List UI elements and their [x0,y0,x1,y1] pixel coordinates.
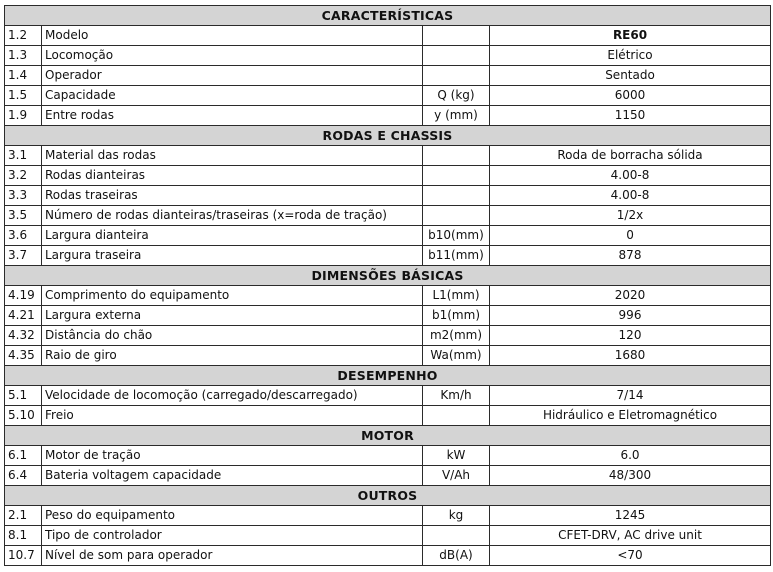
spec-row [5,206,771,226]
spec-description: Freio [42,406,423,426]
spec-value: Sentado [490,66,771,86]
spec-description: Operador [42,66,423,86]
spec-value: Elétrico [490,46,771,66]
spec-row [5,86,771,106]
spec-number: 10.7 [5,546,42,566]
spec-unit: b10(mm) [423,226,490,246]
section-header-row [5,366,771,386]
spec-number: 6.1 [5,446,42,466]
spec-unit: kg [423,506,490,526]
spec-value: 1680 [490,346,771,366]
spec-number: 1.2 [5,26,42,46]
spec-value: 996 [490,306,771,326]
spec-number: 4.19 [5,286,42,306]
spec-row [5,66,771,86]
section-header-row [5,486,771,506]
section-header-row [5,266,771,286]
spec-unit: V/Ah [423,466,490,486]
spec-value: 6.0 [490,446,771,466]
spec-value: CFET-DRV, AC drive unit [490,526,771,546]
spec-number: 3.1 [5,146,42,166]
section-title: CARACTERÍSTICAS [5,6,771,26]
spec-row [5,146,771,166]
spec-description: Material das rodas [42,146,423,166]
spec-value: 4.00-8 [490,166,771,186]
spec-description: Velocidade de locomoção (carregado/descarregado) [42,386,423,406]
spec-number: 8.1 [5,526,42,546]
spec-row [5,306,771,326]
spec-unit: L1(mm) [423,286,490,306]
spec-number: 3.3 [5,186,42,206]
spec-unit: Wa(mm) [423,346,490,366]
spec-row [5,246,771,266]
spec-unit: kW [423,446,490,466]
spec-value: 6000 [490,86,771,106]
spec-unit [423,526,490,546]
spec-number: 3.6 [5,226,42,246]
spec-number: 4.21 [5,306,42,326]
spec-row [5,406,771,426]
spec-value: 120 [490,326,771,346]
spec-description: Distância do chão [42,326,423,346]
section-title: DIMENSÕES BÁSICAS [5,266,771,286]
spec-number: 4.32 [5,326,42,346]
spec-unit [423,186,490,206]
spec-description: Largura dianteira [42,226,423,246]
spec-unit [423,206,490,226]
spec-row [5,386,771,406]
spec-description: Raio de giro [42,346,423,366]
section-title: OUTROS [5,486,771,506]
spec-row [5,326,771,346]
spec-description: Número de rodas dianteiras/traseiras (x=roda de tração) [42,206,423,226]
spec-number: 1.4 [5,66,42,86]
spec-number: 1.3 [5,46,42,66]
spec-unit: b1(mm) [423,306,490,326]
spec-unit [423,26,490,46]
spec-description: Comprimento do equipamento [42,286,423,306]
spec-description: Peso do equipamento [42,506,423,526]
spec-number: 3.7 [5,246,42,266]
spec-value: 2020 [490,286,771,306]
section-title: RODAS E CHASSIS [5,126,771,146]
spec-value: 1150 [490,106,771,126]
spec-number: 6.4 [5,466,42,486]
spec-unit: m2(mm) [423,326,490,346]
spec-unit: y (mm) [423,106,490,126]
spec-value: 4.00-8 [490,186,771,206]
spec-description: Locomoção [42,46,423,66]
spec-value: 1245 [490,506,771,526]
section-title: DESEMPENHO [5,366,771,386]
spec-unit: Km/h [423,386,490,406]
specifications-table-body [5,6,771,566]
spec-row [5,166,771,186]
spec-value: 7/14 [490,386,771,406]
spec-unit [423,46,490,66]
spec-description: Entre rodas [42,106,423,126]
spec-row [5,106,771,126]
spec-value: 878 [490,246,771,266]
spec-description: Nível de som para operador [42,546,423,566]
spec-unit: dB(A) [423,546,490,566]
spec-value: <70 [490,546,771,566]
spec-row [5,26,771,46]
spec-description: Motor de tração [42,446,423,466]
spec-row [5,346,771,366]
spec-row [5,466,771,486]
spec-unit [423,166,490,186]
spec-unit [423,146,490,166]
spec-description: Largura externa [42,306,423,326]
spec-number: 1.5 [5,86,42,106]
spec-description: Tipo de controlador [42,526,423,546]
section-title: MOTOR [5,426,771,446]
spec-row [5,226,771,246]
spec-number: 5.1 [5,386,42,406]
spec-unit: Q (kg) [423,86,490,106]
spec-row [5,446,771,466]
spec-unit [423,406,490,426]
spec-unit [423,66,490,86]
spec-row [5,546,771,566]
spec-description: Modelo [42,26,423,46]
spec-number: 1.9 [5,106,42,126]
section-header-row [5,126,771,146]
spec-unit: b11(mm) [423,246,490,266]
section-header-row [5,6,771,26]
spec-value: 48/300 [490,466,771,486]
spec-row [5,526,771,546]
spec-number: 4.35 [5,346,42,366]
spec-row [5,46,771,66]
spec-number: 5.10 [5,406,42,426]
spec-value: RE60 [490,26,771,46]
section-header-row [5,426,771,446]
spec-description: Rodas dianteiras [42,166,423,186]
spec-description: Capacidade [42,86,423,106]
spec-row [5,286,771,306]
spec-number: 3.5 [5,206,42,226]
spec-description: Largura traseira [42,246,423,266]
spec-value: 1/2x [490,206,771,226]
spec-value: 0 [490,226,771,246]
spec-value: Roda de borracha sólida [490,146,771,166]
spec-description: Bateria voltagem capacidade [42,466,423,486]
spec-description: Rodas traseiras [42,186,423,206]
spec-value: Hidráulico e Eletromagnético [490,406,771,426]
spec-row [5,186,771,206]
specifications-table [4,5,771,566]
spec-number: 3.2 [5,166,42,186]
spec-row [5,506,771,526]
spec-number: 2.1 [5,506,42,526]
